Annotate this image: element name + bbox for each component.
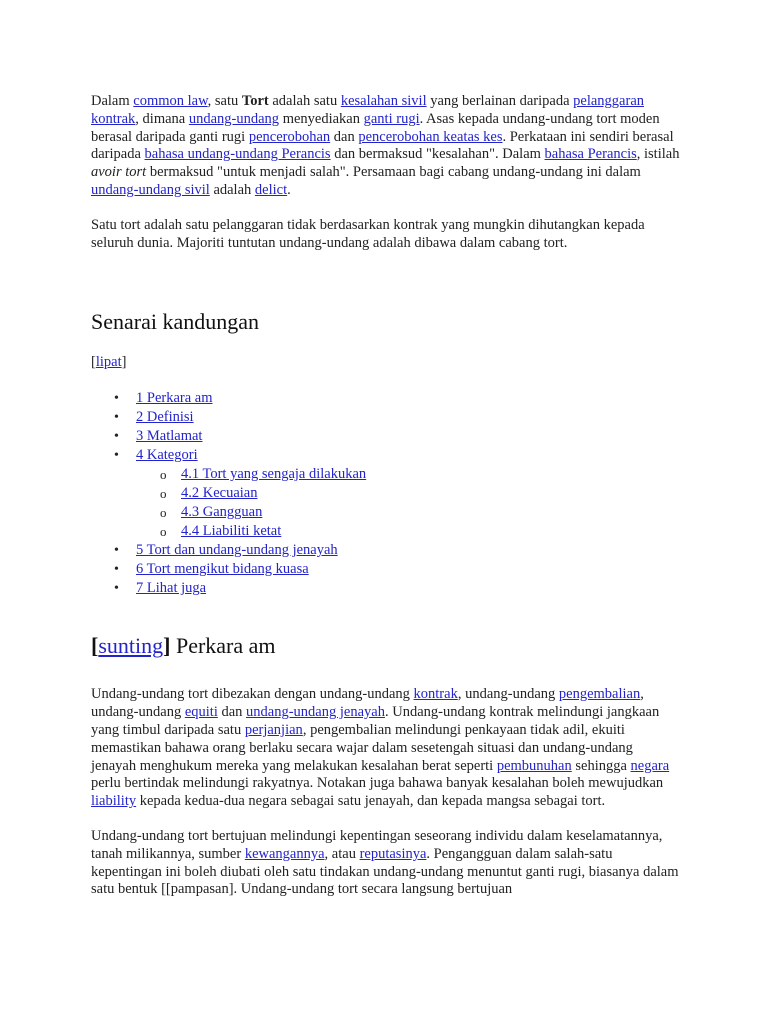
text-run: dan bermaksud "kesalahan". Dalam (330, 146, 545, 163)
bullet-icon: • (114, 448, 119, 464)
bracket-open: [ (91, 633, 99, 659)
link-equiti[interactable]: equiti (184, 704, 218, 721)
text-run: menyediakan (279, 110, 364, 127)
text-run: dan (330, 128, 359, 145)
intro-paragraph (91, 93, 681, 200)
toc-item (91, 389, 681, 408)
toc-link-kategori[interactable]: 4 Kategori (136, 447, 198, 464)
link-pencerobohan-keatas-kes[interactable]: pencerobohan keatas kes (358, 128, 503, 145)
term-avoir-tort: avoir tort (91, 164, 147, 181)
toc-link-gangguan[interactable]: 4.3 Gangguan (181, 504, 263, 521)
section-heading-perkara-am (91, 633, 681, 659)
body-paragraph-2 (91, 828, 681, 899)
link-pengembalian[interactable]: pengembalian (558, 686, 641, 703)
toc-subitem (91, 484, 681, 503)
text-run: , atau (324, 845, 360, 862)
toc-subitem (91, 522, 681, 541)
toc-link-definisi[interactable]: 2 Definisi (136, 409, 194, 426)
link-negara[interactable]: negara (630, 757, 670, 774)
toc-heading: Senarai kandungan (91, 309, 259, 335)
link-ganti-rugi[interactable]: ganti rugi (363, 110, 420, 127)
text-run: , satu (207, 93, 242, 109)
link-liability[interactable]: liability (91, 793, 137, 810)
toc-list (91, 389, 681, 598)
link-undang-undang[interactable]: undang-undang (188, 110, 280, 127)
text-run: perlu bertindak melindungi rakyatnya. Notakan juga bahawa banyak kesalahan boleh mewujudkan (91, 775, 664, 792)
link-pencerobohan[interactable]: pencerobohan (248, 128, 331, 145)
link-common-law[interactable]: common law (133, 93, 208, 109)
link-perjanjian[interactable]: perjanjian (244, 721, 303, 738)
toc-item (91, 560, 681, 579)
term-tort: Tort (241, 93, 269, 109)
link-kontrak[interactable]: kontrak (413, 686, 458, 703)
bullet-icon: • (114, 410, 119, 426)
section-title-text: Perkara am (170, 633, 276, 659)
text-run: , dimana (135, 110, 189, 127)
text-run: , istilah (636, 146, 680, 163)
text-run: , pengembalian melindungi penkayaan tidak adil, ekuiti memastikan bahawa orang berlaku secara wajar dalam sesetengah situasi dan undang-undang jenayah menghukum mereka yang melakukan kesalahan berat seperti (91, 721, 633, 774)
bullet-icon: • (114, 391, 119, 407)
text-run: adalah (209, 181, 255, 198)
text-run: . Perkataan ini sendiri berasal daripada (91, 128, 674, 163)
toc-link-perkara-am[interactable]: 1 Perkara am (136, 390, 213, 407)
link-reputasinya[interactable]: reputasinya (359, 845, 427, 862)
toc-link-matlamat[interactable]: 3 Matlamat (136, 428, 203, 445)
toc-collapse-link[interactable]: lipat (95, 354, 122, 371)
toc-link-kecuaian[interactable]: 4.2 Kecuaian (181, 485, 258, 502)
text-run: bermaksud "untuk menjadi salah". Persamaan bagi cabang undang-undang ini dalam (146, 164, 641, 181)
link-bahasa-undang-undang-perancis[interactable]: bahasa undang-undang Perancis (144, 146, 331, 163)
toc-link-lihat-juga[interactable]: 7 Lihat juga (136, 580, 207, 597)
toc-link-liabiliti-ketat[interactable]: 4.4 Liabiliti ketat (181, 523, 282, 540)
text-run: . Asas kepada undang-undang tort moden berasal daripada ganti rugi (91, 110, 660, 145)
text-run: . Undang-undang kontrak melindungi jangkaan yang timbul daripada satu (91, 704, 660, 738)
toc-subitem (91, 465, 681, 484)
article-page (91, 93, 681, 899)
body-paragraph-1 (91, 686, 681, 811)
text-run: kepada kedua-dua negara sebagai satu jenayah, dan kepada mangsa sebagai tort. (136, 793, 606, 810)
bracket-close: ] (163, 633, 171, 659)
text-run: Undang-undang tort dibezakan dengan undang-undang (91, 686, 414, 703)
link-pembunuhan[interactable]: pembunuhan (496, 757, 572, 774)
toc-item (91, 579, 681, 598)
circle-bullet-icon: o (160, 486, 167, 502)
toc-subitem (91, 503, 681, 522)
bullet-icon: • (114, 581, 119, 597)
circle-bullet-icon: o (160, 524, 167, 540)
link-delict[interactable]: delict (254, 181, 288, 198)
link-undang-undang-jenayah[interactable]: undang-undang jenayah (246, 704, 385, 721)
toc-item (91, 427, 681, 446)
edit-section-link[interactable]: sunting (98, 633, 164, 659)
toc-item (91, 408, 681, 427)
toc-link-tort-sengaja[interactable]: 4.1 Tort yang sengaja dilakukan (181, 466, 367, 483)
toc-toggle (91, 353, 681, 371)
toc-item (91, 541, 681, 560)
text-run: sehingga (571, 757, 631, 774)
bracket-open: [ (91, 354, 96, 371)
text-run: , undang-undang (91, 686, 644, 721)
bracket-close: ] (121, 354, 127, 371)
intro-paragraph-2: Satu tort adalah satu pelanggaran tidak berdasarkan kontrak yang mungkin dihutangkan kepada seluruh dunia. Majoriti tuntutan undang-undang adalah dibawa dalam cabang tort. (91, 216, 645, 251)
link-kewangannya[interactable]: kewangannya (244, 845, 325, 862)
circle-bullet-icon: o (160, 505, 167, 521)
text-run: dan (217, 704, 247, 721)
link-pelanggaran-kontrak[interactable]: pelanggaran kontrak (91, 93, 645, 127)
text-run: Undang-undang tort bertujuan melindungi kepentingan seseorang individu dalam keselamatannya, tanah milikannya, sumber (91, 827, 663, 862)
toc-item (91, 446, 681, 465)
bullet-icon: • (114, 543, 119, 559)
bullet-icon: • (114, 562, 119, 578)
link-kesalahan-sivil[interactable]: kesalahan sivil (340, 93, 427, 109)
text-run: . (287, 181, 291, 198)
text-run: , undang-undang (457, 686, 559, 703)
bullet-icon: • (114, 429, 119, 445)
toc-link-bidang-kuasa[interactable]: 6 Tort mengikut bidang kuasa (136, 561, 309, 578)
circle-bullet-icon: o (160, 467, 167, 483)
text-run: adalah satu (268, 93, 341, 109)
toc-link-tort-jenayah[interactable]: 5 Tort dan undang-undang jenayah (136, 542, 338, 559)
text-run: . Pengangguan dalam salah-satu kepentingan ini boleh diubati oleh satu tindakan undang-undang menuntut ganti rugi, biasanya dalam satu bentuk [[pampasan]. Undang-undang tort secara langsung bertujuan (91, 845, 679, 898)
text-run: yang berlainan daripada (426, 93, 574, 109)
link-bahasa-perancis[interactable]: bahasa Perancis (544, 146, 637, 163)
text-run: Dalam (91, 93, 134, 109)
link-undang-undang-sivil[interactable]: undang-undang sivil (91, 181, 210, 198)
